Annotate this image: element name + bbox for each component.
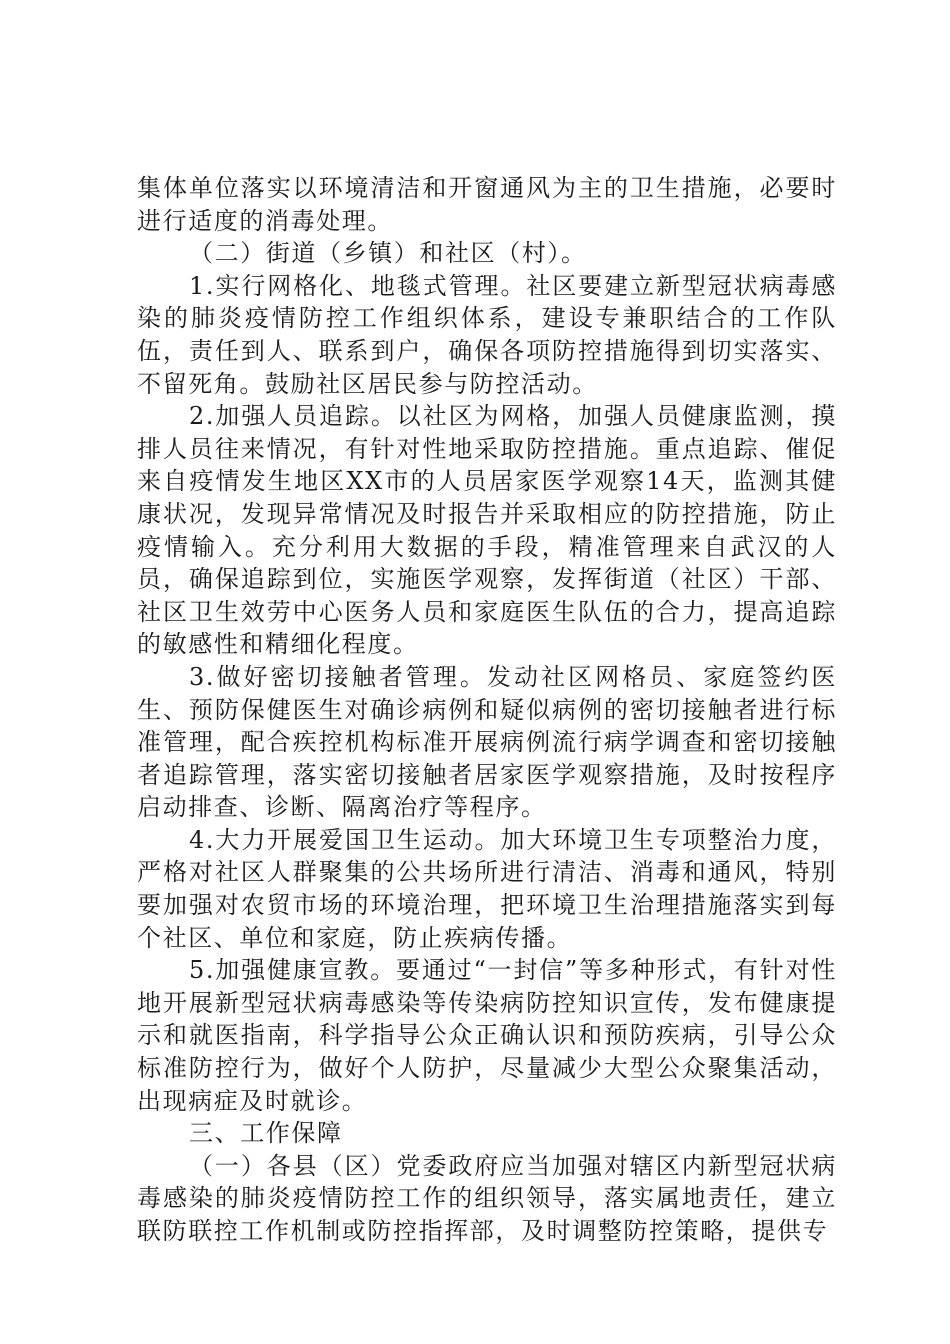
paragraph-personnel-tracking: 2.加强人员追踪。以社区为网格，加强人员健康监测，摸排人员往来情况，有针对性地采取防控措施。重点追踪、催促来自疫情发生地区XX市的人员居家医学观察14天，监测其健康状况，发现异常情况及时报告并采取相应的防控措施，防止疫情输入。充分利用大数据的手段，精准管理来自武汉的人员，确保追踪到位，实施医学观察，发挥街道（社区）干部、社区卫生效劳中心医务人员和家庭医生队伍的合力，提高追踪的敏感性和精细化程度。 — [137, 402, 837, 659]
paragraph-patriotic-health-campaign: 4.大力开展爱国卫生运动。加大环境卫生专项整治力度，严格对社区人群聚集的公共场所进行清洁、消毒和通风，特别要加强对农贸市场的环境治理，把环境卫生治理措施落实到每个社区、单位和家庭，防止疾病传播。 — [137, 825, 837, 952]
paragraph-grid-management: 1.实行网格化、地毯式管理。社区要建立新型冠状病毒感染的肺炎疫情防控工作组织体系，建设专兼职结合的工作队伍，责任到人、联系到户，确保各项防控措施得到切实落实、不留死角。鼓励社区居民参与防控活动。 — [137, 271, 837, 398]
paragraph-continuation: 集体单位落实以环境清洁和开窗通风为主的卫生措施，必要时进行适度的消毒处理。 — [137, 174, 837, 235]
paragraph-close-contact-management: 3.做好密切接触者管理。发动社区网格员、家庭签约医生、预防保健医生对确诊病例和疑似病例的密切接触者进行标准管理，配合疾控机构标准开展病例流行病学调查和密切接触者追踪管理，落实密切接触者居家医学观察措施，及时按程序启动排查、诊断、隔离治疗等程序。 — [137, 662, 837, 822]
paragraph-health-education: 5.加强健康宣教。要通过“一封信”等多种形式，有针对性地开展新型冠状病毒感染等传染病防控知识宣传，发布健康提示和就医指南，科学指导公众正确认识和预防疾病，引导公众标准防控行为，做好个人防护，尽量减少大型公众聚集活动，出现病症及时就诊。 — [137, 956, 837, 1115]
section-heading-streets-communities: （二）街道（乡镇）和社区（村）。 — [189, 239, 587, 268]
paragraph-county-leadership: （一）各县（区）党委政府应当加强对辖区内新型冠状病毒感染的肺炎疫情防控工作的组织领导，落实属地责任，建立联防联控工作机制或防控指挥部，及时调整防控策略，提供专 — [137, 1151, 837, 1245]
document-body — [137, 172, 837, 1248]
section-heading-work-guarantee: 三、工作保障 — [189, 1119, 343, 1148]
